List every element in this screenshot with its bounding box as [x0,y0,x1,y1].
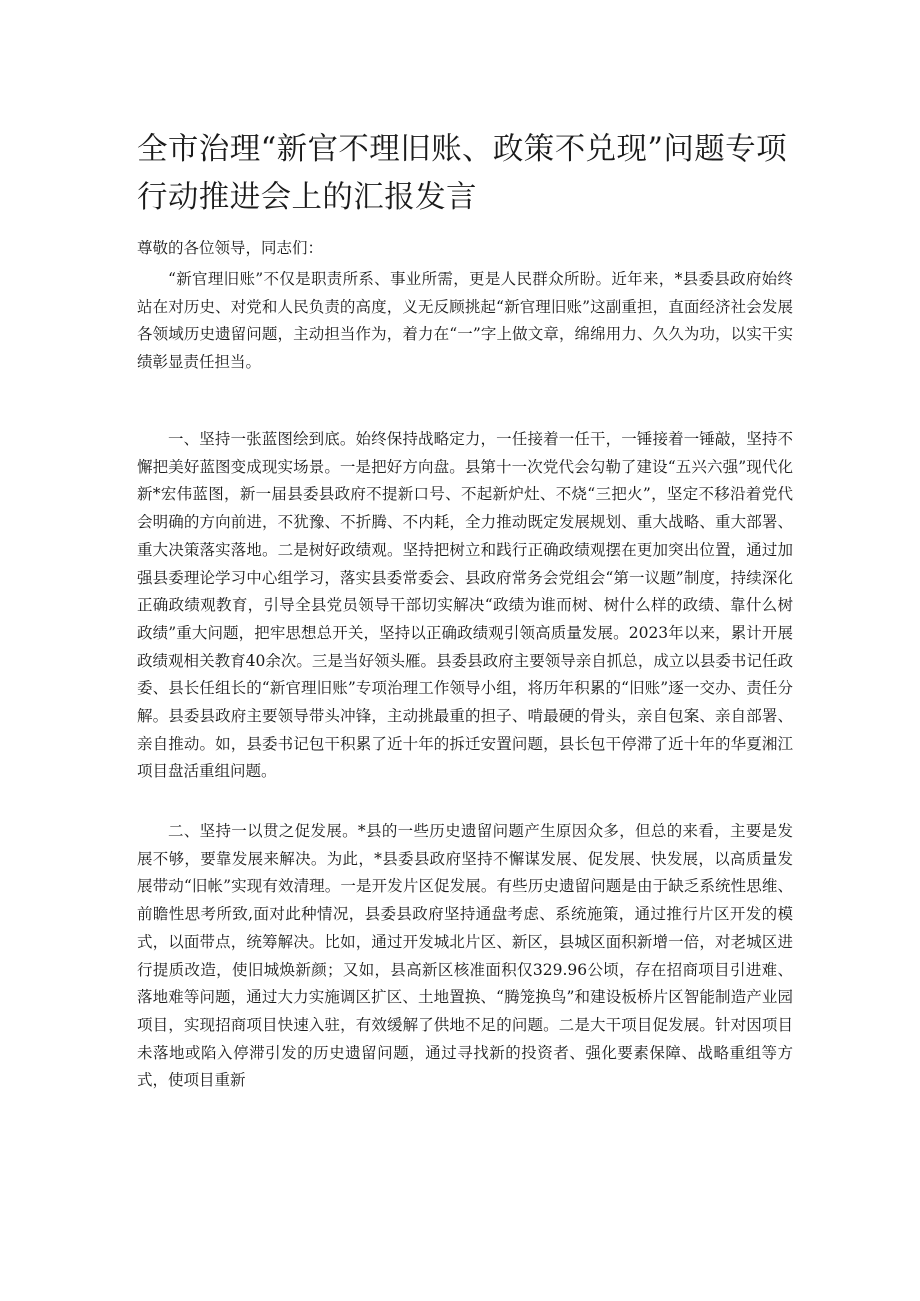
document-title: 全市治理“新官不理旧账、政策不兑现”问题专项行动推进会上的汇报发言 [137,132,787,215]
paragraph-intro: “新官理旧账”不仅是职责所系、事业所需，更是人民群众所盼。近年来，*县委县政府始终站在对历史、对党和人民负责的高度，义无反顾挑起“新官理旧账”这副重担，直面经济社会发展各领域历史遗留问题，主动担当作为，着力在“一”字上做文章，绵绵用力、久久为功，以实干实绩彰显责任担当。 [137,270,793,372]
paragraph-section-two: 二、坚持一以贯之促发展。*县的一些历史遗留问题产生原因众多，但总的来看，主要是发展不够，要靠发展来解决。为此，*县委县政府坚持不懈谋发展、促发展、快发展，以高质量发展带动“旧帐”实现有效清理。一是开发片区促发展。有些历史遗留问题是由于缺乏系统性思维、前瞻性思考所致,面对此种情况，县委县政府坚持通盘考虑、系统施策，通过推行片区开发的模式，以面带点，统筹解决。比如，通过开发城北片区、新区，县城区面积新增一倍，对老城区进行提质改造，使旧城焕新颜；又如，县高新区核准面积仅329.96公顷，存在招商项目引进难、落地难等问题，通过大力实施调区扩区、土地置换、“腾笼换鸟”和建设板桥片区智能制造产业园项目，实现招商项目快速入驻，有效缓解了供地不足的问题。二是大干项目促发展。针对因项目未落地或陷入停滞引发的历史遗留问题，通过寻找新的投资者、强化要素保障、战略重组等方式，使项目重新 [137,822,793,1090]
salutation: 尊敬的各位领导，同志们： [137,239,324,257]
paragraph-section-one: 一、坚持一张蓝图绘到底。始终保持战略定力，一任接着一任干，一锤接着一锤敲，坚持不懈把美好蓝图变成现实场景。一是把好方向盘。县第十一次党代会勾勒了建设“五兴六强”现代化新*宏伟蓝图，新一届县委县政府不提新口号、不起新炉灶、不烧“三把火”，坚定不移沿着党代会明确的方向前进，不犹豫、不折腾、不内耗，全力推动既定发展规划、重大战略、重大部署、重大决策落实落地。二是树好政绩观。坚持把树立和践行正确政绩观摆在更加突出位置，通过加强县委理论学习中心组学习，落实县委常委会、县政府常务会党组会“第一议题”制度，持续深化正确政绩观教育，引导全县党员领导干部切实解决“政绩为谁而树、树什么样的政绩、靠什么树政绩”重大问题，把牢思想总开关，坚持以正确政绩观引领高质量发展。2023年以来，累计开展政绩观相关教育40余次。三是当好领头雁。县委县政府主要领导亲自抓总，成立以县委书记任政委、县长任组长的“新官理旧账”专项治理工作领导小组，将历年积累的“旧账”逐一交办、责任分解。县委县政府主要领导带头冲锋，主动挑最重的担子、啃最硬的骨头，亲自包案、亲自部署、亲自推动。如，县委书记包干积累了近十年的拆迁安置问题，县长包干停滞了近十年的华夏湘江项目盘活重组问题。 [137,430,793,781]
